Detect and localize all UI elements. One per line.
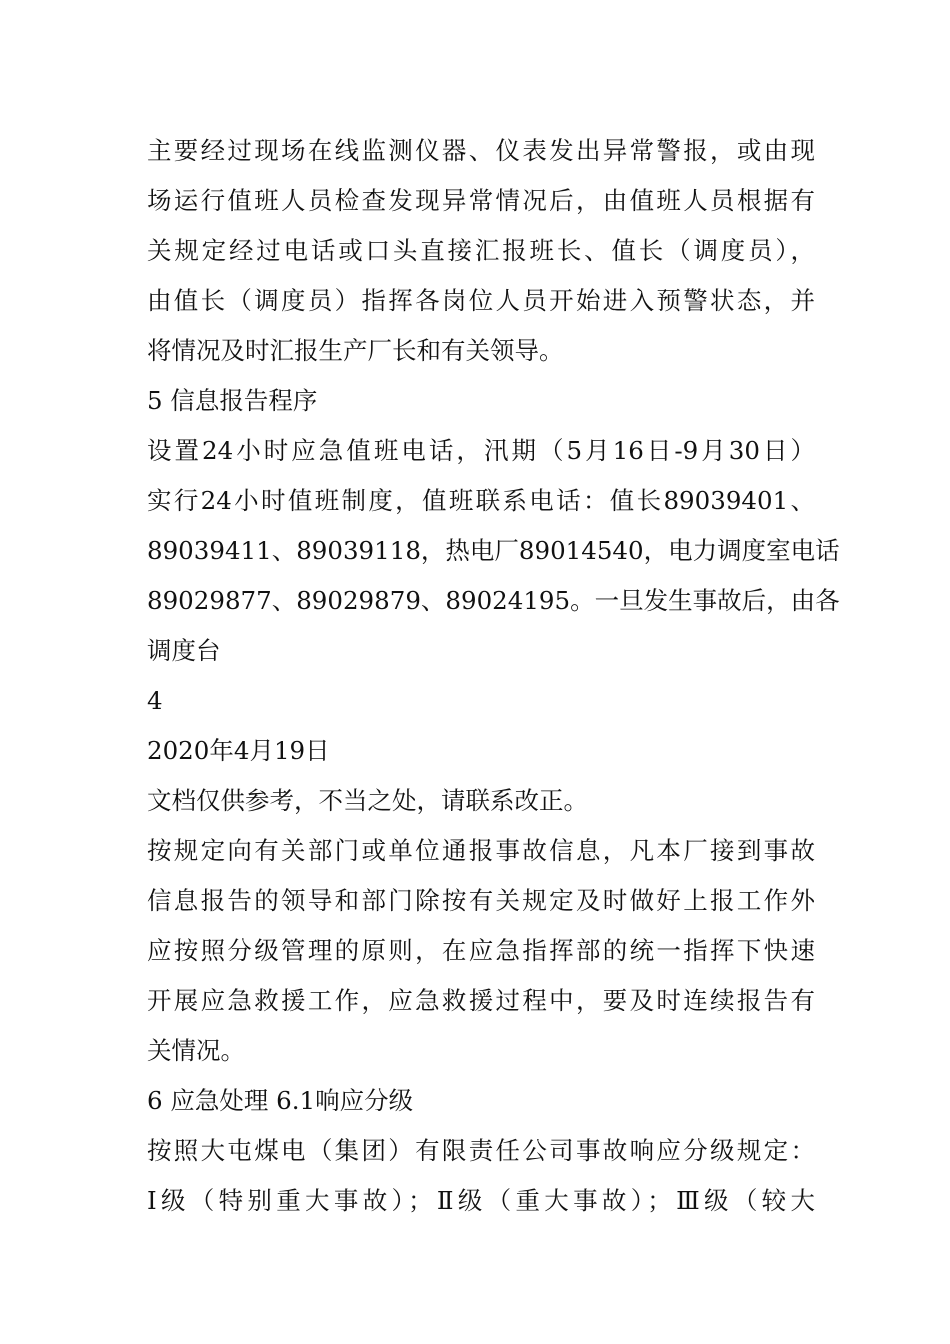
paragraph-line: 将情况及时汇报生产厂长和有关领导。 [147,336,564,365]
section-heading: 6 应急处理 6.1响应分级 [147,1086,414,1115]
paragraph-line: 由值长（调度员）指挥各岗位人员开始进入预警状态，并 [147,286,815,315]
paragraph-line: 开展应急救援工作，应急救援过程中，要及时连续报告有 [147,986,815,1015]
paragraph-line: 主要经过现场在线监测仪器、仪表发出异常警报，或由现 [147,136,815,165]
paragraph-line: 调度台 [147,636,221,665]
document-body [147,126,840,1226]
paragraph-line: 场运行值班人员检查发现异常情况后，由值班人员根据有 [147,186,815,215]
paragraph-line: 89029877、89029879、89024195。一旦发生事故后，由各 [147,586,840,615]
paragraph-line: 按规定向有关部门或单位通报事故信息，凡本厂接到事故 [147,836,815,865]
paragraph-line: 89039411、89039118，热电厂89014540，电力调度室电话 [147,536,840,565]
paragraph-line: 关规定经过电话或口头直接汇报班长、值长（调度员）， [147,236,815,265]
paragraph-line: 按照大屯煤电（集团）有限责任公司事故响应分级规定： [147,1136,815,1165]
section-heading: 5 信息报告程序 [147,386,318,415]
paragraph-line: Ⅰ级（特别重大事故）；Ⅱ级（重大事故）；Ⅲ级（较大 [147,1186,815,1215]
disclaimer-note: 文档仅供参考，不当之处，请联系改正。 [147,786,588,815]
document-date: 2020年4月19日 [147,736,330,765]
paragraph-line: 应按照分级管理的原则，在应急指挥部的统一指挥下快速 [147,936,815,965]
paragraph-line: 信息报告的领导和部门除按有关规定及时做好上报工作外 [147,886,815,915]
paragraph-line: 实行24小时值班制度，值班联系电话：值长89039401、 [147,486,815,515]
paragraph-line: 设置24小时应急值班电话，汛期（5月16日-9月30日） [147,436,815,465]
paragraph-line: 关情况。 [147,1036,245,1065]
page-number: 4 [147,686,163,715]
